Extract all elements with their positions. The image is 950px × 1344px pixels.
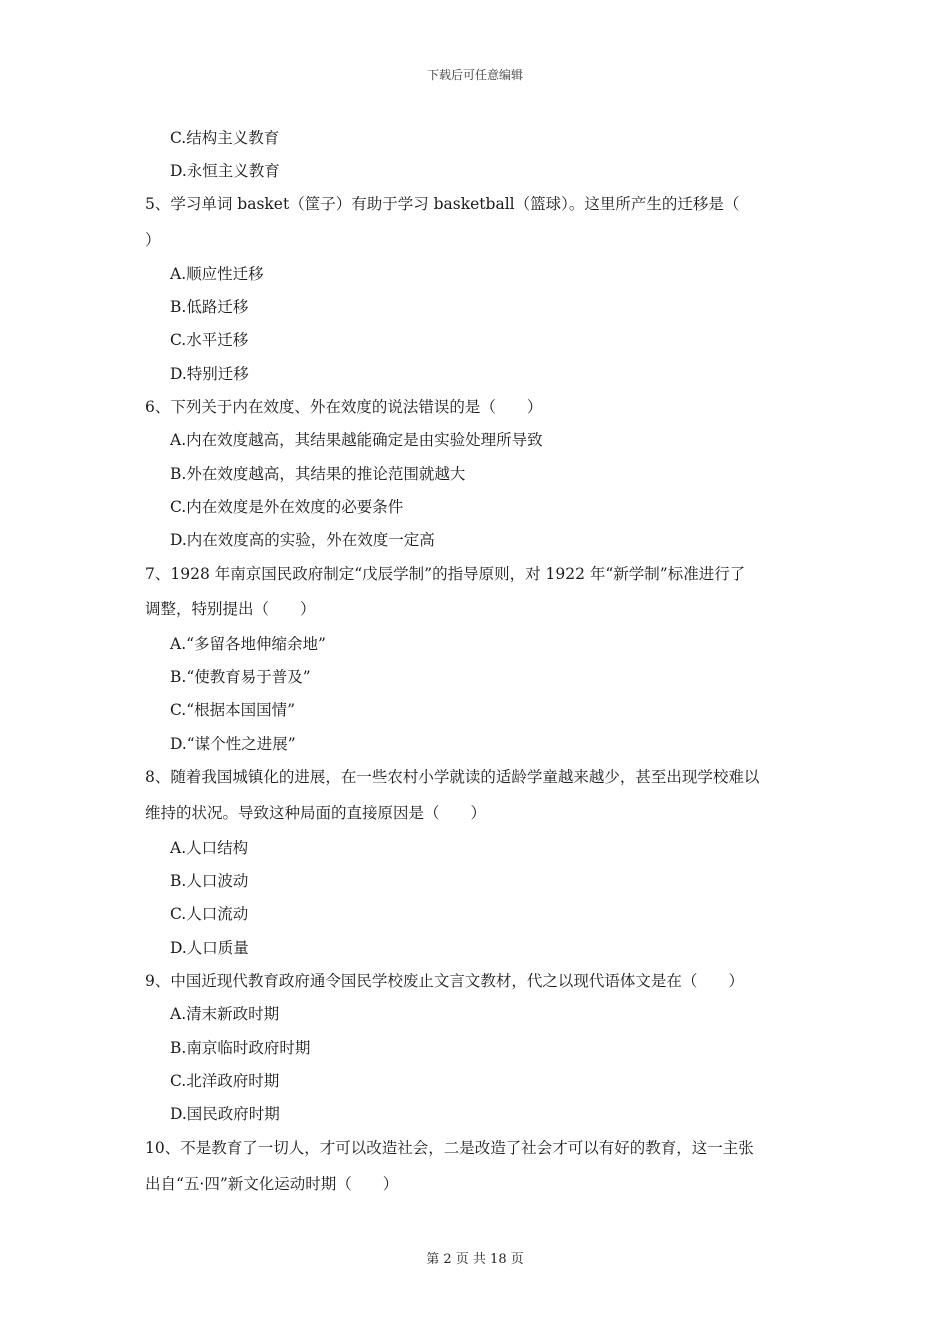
option-line: C.结构主义教育 bbox=[170, 129, 280, 147]
option-line: A.人口结构 bbox=[170, 839, 249, 857]
option-line: C.北洋政府时期 bbox=[170, 1072, 280, 1090]
question-continuation: ） bbox=[145, 231, 161, 249]
question-continuation: 调整，特别提出（ ） bbox=[145, 600, 316, 618]
question-line: 8、随着我国城镇化的进展，在一些农村小学就读的适龄学童越来越少，甚至出现学校难以 bbox=[145, 768, 760, 786]
option-line: A.“多留各地伸缩余地” bbox=[170, 635, 326, 653]
page-header: 下载后可任意编辑 bbox=[426, 68, 523, 82]
option-line: D.国民政府时期 bbox=[170, 1105, 280, 1123]
option-line: B.低路迁移 bbox=[170, 298, 249, 316]
option-line: C.水平迁移 bbox=[170, 331, 249, 349]
question-line: 7、1928 年南京国民政府制定“戊辰学制”的指导原则，对 1922 年“新学制”标准进行了 bbox=[145, 565, 746, 583]
option-line: A.顺应性迁移 bbox=[170, 265, 264, 283]
option-line: C.“根据本国国情” bbox=[170, 701, 296, 719]
option-line: D.人口质量 bbox=[170, 939, 249, 957]
option-line: B.外在效度越高，其结果的推论范围就越大 bbox=[170, 465, 466, 483]
question-line: 6、下列关于内在效度、外在效度的说法错误的是（ ） bbox=[145, 398, 543, 416]
option-line: A.清末新政时期 bbox=[170, 1005, 280, 1023]
question-line: 5、学习单词 basket（筐子）有助于学习 basketball（篮球）。这里所产生的迁移是（ bbox=[145, 195, 740, 213]
option-line: A.内在效度越高，其结果越能确定是由实验处理所导致 bbox=[170, 431, 543, 449]
question-continuation: 出自“五·四”新文化运动时期（ ） bbox=[145, 1175, 399, 1193]
question-continuation: 维持的状况。导致这种局面的直接原因是（ ） bbox=[145, 804, 487, 822]
question-line: 10、不是教育了一切人，才可以改造社会，二是改造了社会才可以有好的教育，这一主张 bbox=[145, 1139, 754, 1157]
question-line: 9、中国近现代教育政府通令国民学校废止文言文教材，代之以现代语体文是在（ ） bbox=[145, 972, 744, 990]
option-line: D.内在效度高的实验，外在效度一定高 bbox=[170, 531, 435, 549]
option-line: C.内在效度是外在效度的必要条件 bbox=[170, 498, 404, 516]
option-line: D.永恒主义教育 bbox=[170, 162, 280, 180]
option-line: C.人口流动 bbox=[170, 905, 249, 923]
option-line: D.特别迁移 bbox=[170, 365, 249, 383]
option-line: B.“使教育易于普及” bbox=[170, 668, 311, 686]
option-line: B.南京临时政府时期 bbox=[170, 1039, 311, 1057]
option-line: B.人口波动 bbox=[170, 872, 249, 890]
option-line: D.“谋个性之进展” bbox=[170, 735, 296, 753]
page-footer: 第 2 页 共 18 页 bbox=[426, 1252, 524, 1267]
